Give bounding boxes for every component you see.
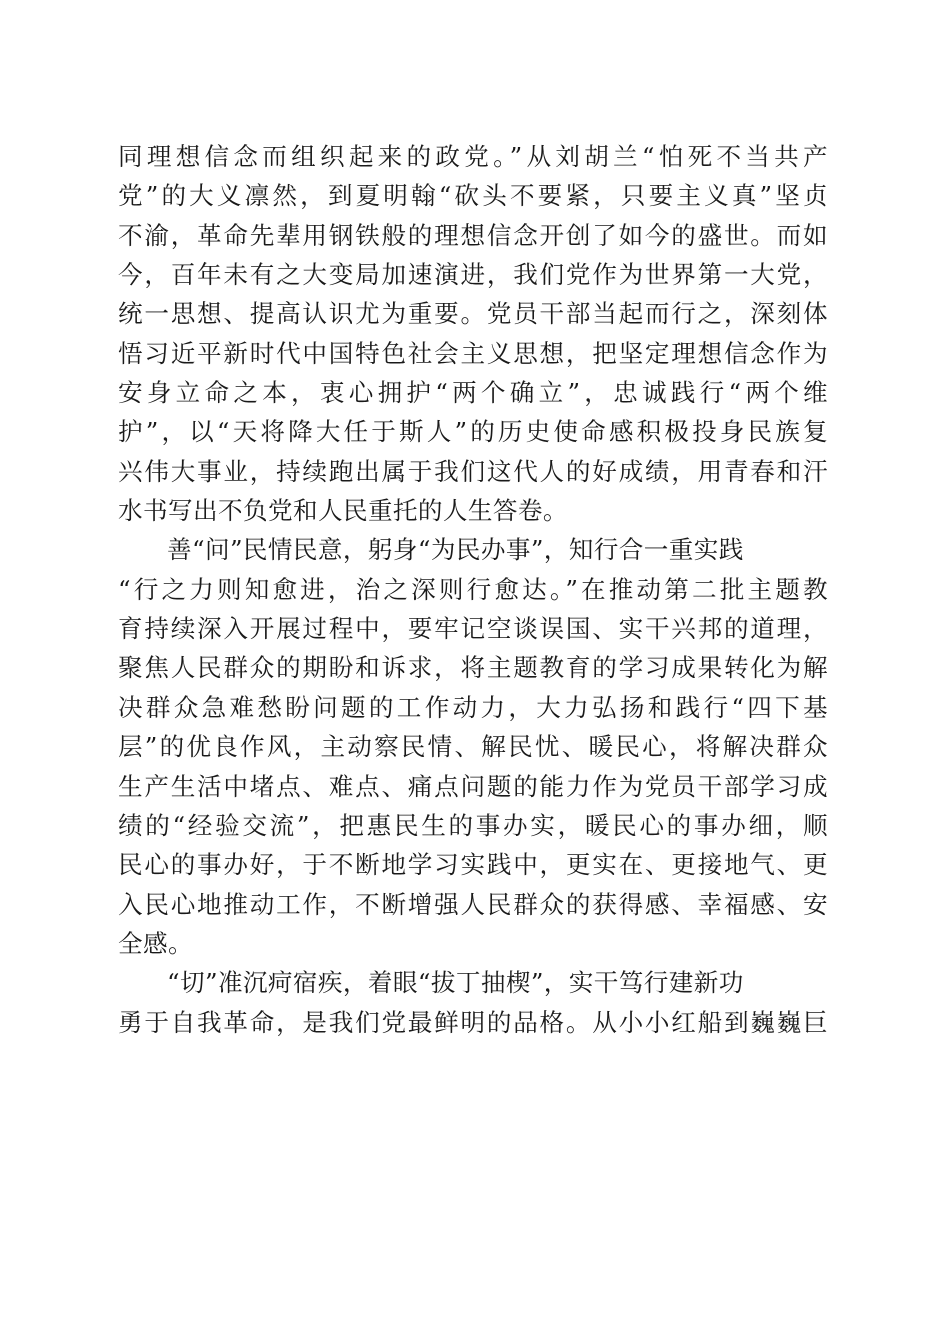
text-line: 不渝，革命先辈用钢铁般的理想信念开创了如今的盛世。而如 [118,220,828,250]
section-heading: “切”准沉疴宿疾，着眼“拔丁抽楔”，实干笃行建新功 [167,968,744,998]
document-body [118,137,828,1042]
text-line: 统一思想、提高认识尤为重要。党员干部当起而行之，深刻体 [118,299,828,329]
text-line: 层”的优良作风，主动察民情、解民忧、暖民心，将解决群众 [118,732,828,762]
text-line: 决群众急难愁盼问题的工作动力，大力弘扬和践行“四下基 [118,692,828,722]
text-line: “行之力则知愈进，治之深则行愈达。”在推动第二批主题教 [118,574,828,604]
text-line: 生产生活中堵点、难点、痛点问题的能力作为党员干部学习成 [118,771,828,801]
text-line: 党”的大义凛然，到夏明翰“砍头不要紧，只要主义真”坚贞 [118,181,828,211]
text-line: 水书写出不负党和人民重托的人生答卷。 [118,496,568,526]
text-line: 育持续深入开展过程中，要牢记空谈误国、实干兴邦的道理， [118,614,828,644]
section-heading: 善“问”民情民意，躬身“为民办事”，知行合一重实践 [167,535,744,565]
text-line: 同理想信念而组织起来的政党。”从刘胡兰“怕死不当共产 [118,142,828,171]
text-line: 聚焦人民群众的期盼和诉求，将主题教育的学习成果转化为解 [118,653,828,683]
text-line: 入民心地推动工作，不断增强人民群众的获得感、幸福感、安 [118,889,828,919]
text-line: 绩的“经验交流”，把惠民生的事办实，暖民心的事办细，顺 [118,810,828,840]
text-line: 勇于自我革命，是我们党最鲜明的品格。从小小红船到巍巍巨 [118,1007,828,1037]
text-line: 今，百年未有之大变局加速演进，我们党作为世界第一大党， [118,260,828,290]
text-line: 护”，以“天将降大任于斯人”的历史使命感积极投身民族复 [118,417,828,447]
text-line: 兴伟大事业，持续跑出属于我们这代人的好成绩，用青春和汗 [118,456,828,486]
text-line: 民心的事办好，于不断地学习实践中，更实在、更接地气、更 [118,850,828,880]
text-line: 安身立命之本，衷心拥护“两个确立”，忠诚践行“两个维 [118,378,828,408]
text-line: 全感。 [118,928,193,958]
text-line: 悟习近平新时代中国特色社会主义思想，把坚定理想信念作为 [118,338,828,368]
